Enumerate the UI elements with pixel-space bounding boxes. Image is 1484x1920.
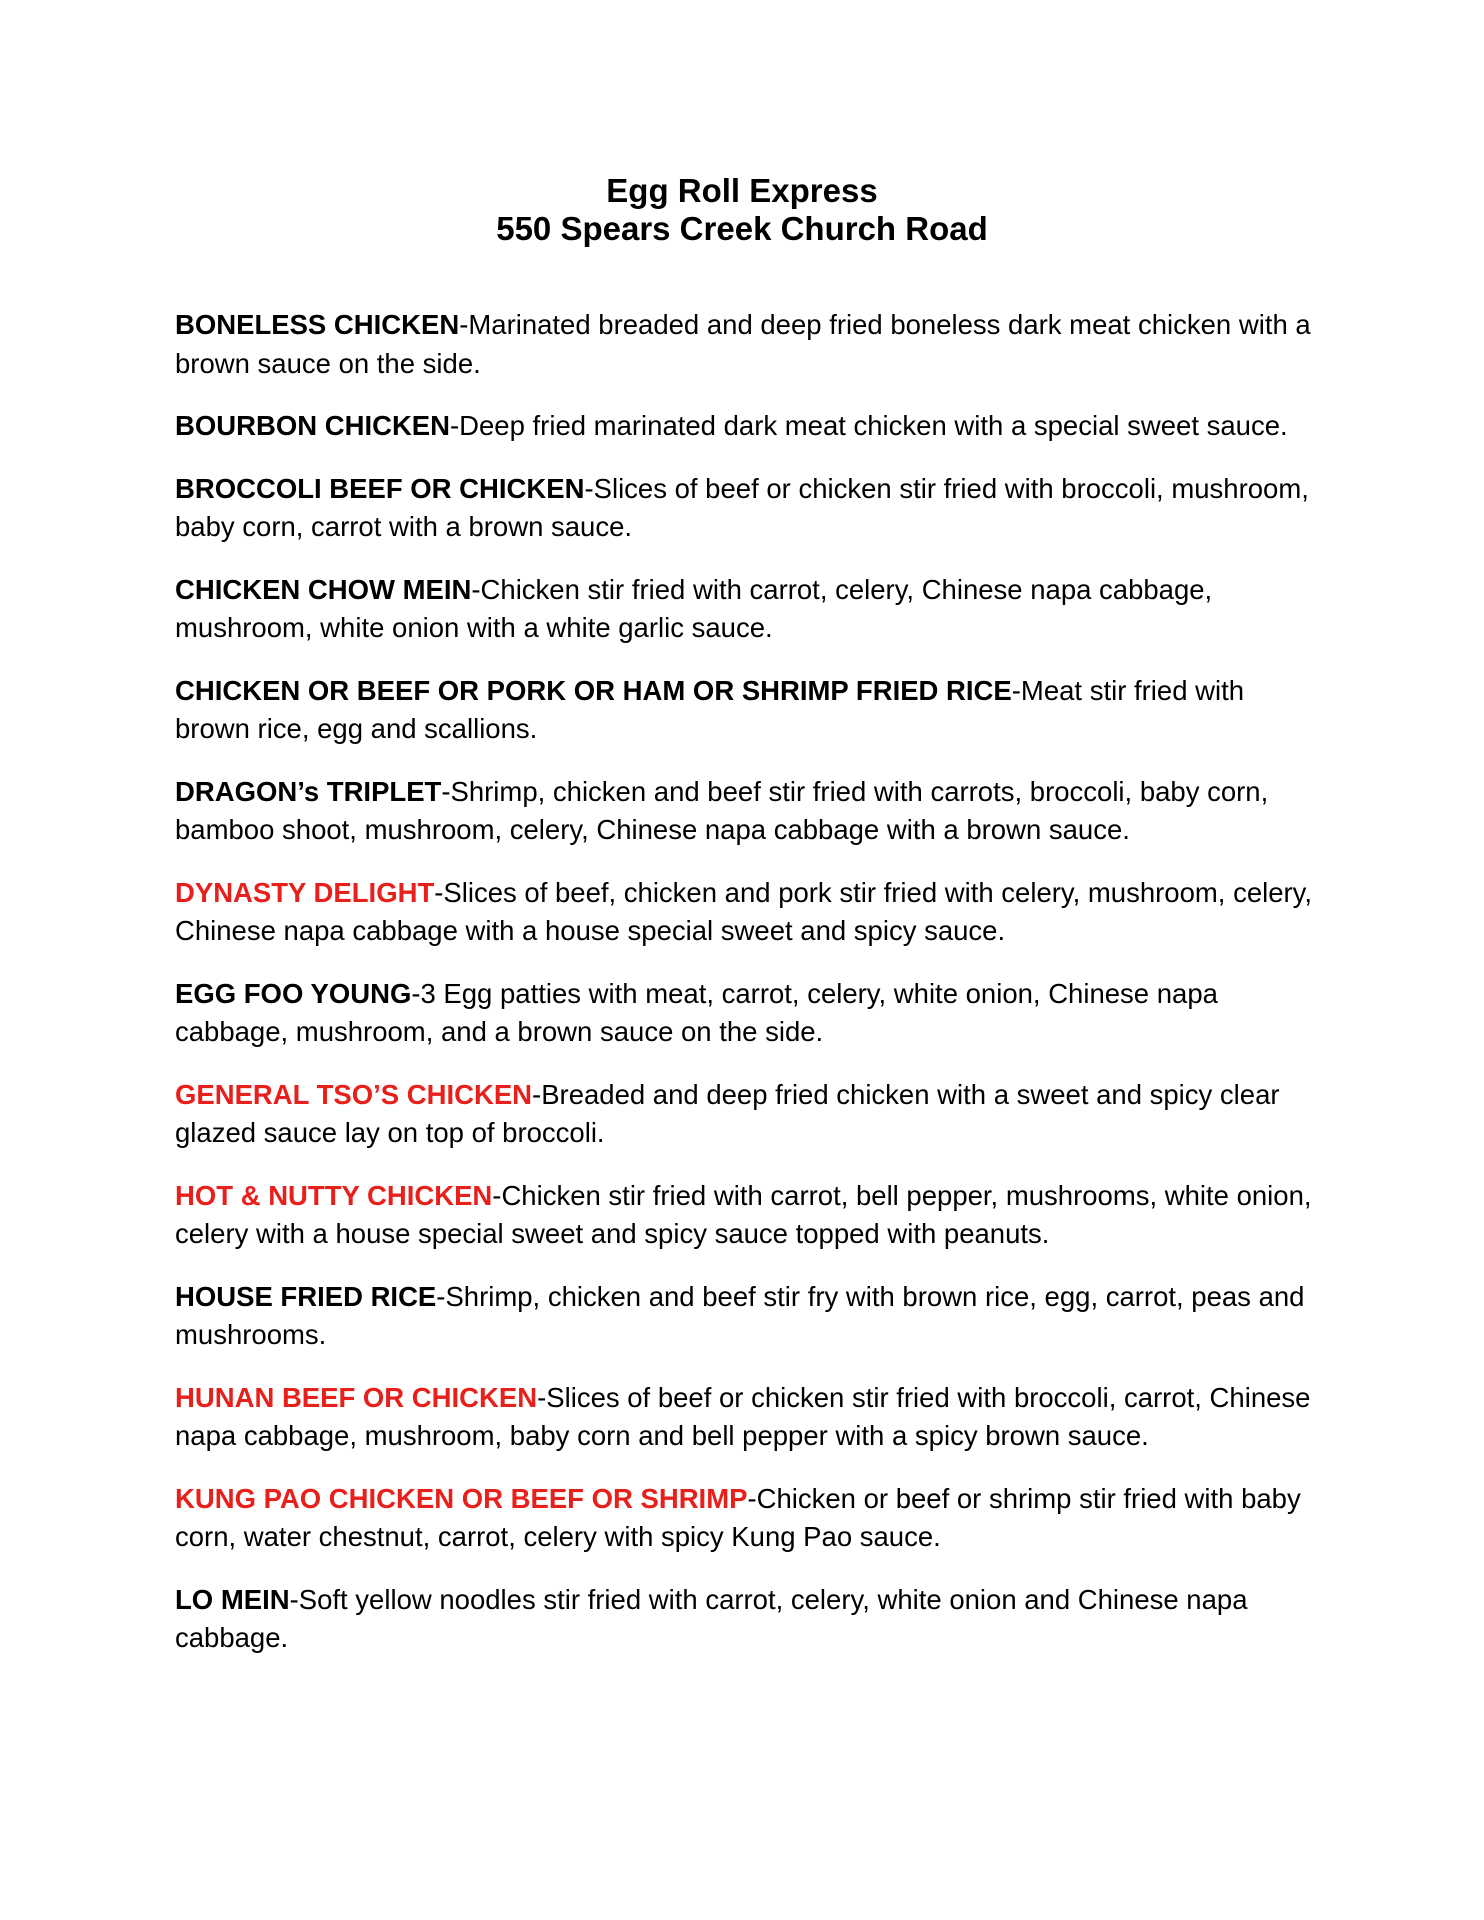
- menu-item-description: -Marinated breaded and deep fried boneless dark meat chicken with a brown sauce on the side.: [175, 309, 1311, 379]
- menu-item-description: -Slices of beef or chicken stir fried with broccoli, mushroom, baby corn, carrot with a brown sauce.: [175, 472, 1309, 542]
- menu-item-name: EGG FOO YOUNG: [175, 977, 412, 1009]
- menu-item: [175, 1379, 1325, 1456]
- menu-item-description: -Shrimp, chicken and beef stir fry with brown rice, egg, carrot, peas and mushrooms.: [175, 1280, 1305, 1350]
- menu-item-name: BONELESS CHICKEN: [175, 309, 460, 340]
- menu-item-description: -Slices of beef or chicken stir fried with broccoli, carrot, Chinese napa cabbage, mushroom, baby corn and bell pepper with a spicy brown sauce.: [175, 1381, 1311, 1451]
- menu-item-description: -Slices of beef, chicken and pork stir fried with celery, mushroom, celery, Chinese napa cabbage with a house special sweet and spicy sauce.: [175, 876, 1313, 946]
- menu-item-description: -Soft yellow noodles stir fried with carrot, celery, white onion and Chinese napa cabbage.: [175, 1583, 1248, 1653]
- menu-item: [175, 874, 1325, 951]
- menu-item-description: -Chicken stir fried with carrot, celery, Chinese napa cabbage, mushroom, white onion with a white garlic sauce.: [175, 573, 1213, 643]
- menu-item-name: CHICKEN CHOW MEIN: [175, 573, 472, 605]
- menu-item: [175, 1177, 1325, 1254]
- menu-item: [175, 407, 1325, 446]
- menu-item-description: -Chicken or beef or shrimp stir fried with baby corn, water chestnut, carrot, celery with spicy Kung Pao sauce.: [175, 1482, 1301, 1552]
- menu-item-description: -Chicken stir fried with carrot, bell pepper, mushrooms, white onion, celery with a house special sweet and spicy sauce topped with peanuts.: [175, 1179, 1312, 1249]
- menu-item-name: LO MEIN: [175, 1583, 290, 1615]
- menu-item-description: -Meat stir fried with brown rice, egg and scallions.: [175, 674, 1245, 744]
- menu-item-name: BOURBON CHICKEN: [175, 410, 450, 441]
- menu-item-name: KUNG PAO CHICKEN OR BEEF OR SHRIMP: [175, 1482, 748, 1514]
- menu-item-description: -Breaded and deep fried chicken with a sweet and spicy clear glazed sauce lay on top of broccoli.: [175, 1078, 1280, 1148]
- menu-item-name: HOT & NUTTY CHICKEN: [175, 1179, 493, 1211]
- menu-item: [175, 1278, 1325, 1355]
- menu-item: [175, 571, 1325, 648]
- menu-item-name: CHICKEN OR BEEF OR PORK OR HAM OR SHRIMP FRIED RICE: [175, 674, 1012, 706]
- menu-item-name: HOUSE FRIED RICE: [175, 1280, 437, 1312]
- menu-item: [175, 1076, 1325, 1153]
- menu-item: [175, 470, 1325, 547]
- restaurant-name: Egg Roll Express: [606, 172, 878, 209]
- menu-item-name: DYNASTY DELIGHT: [175, 876, 435, 908]
- menu-item: [175, 306, 1325, 383]
- menu-item-description: -3 Egg patties with meat, carrot, celery, white onion, Chinese napa cabbage, mushroom, and a brown sauce on the side.: [175, 977, 1218, 1047]
- menu-item: [175, 1480, 1325, 1557]
- menu-item-name: HUNAN BEEF OR CHICKEN: [175, 1381, 538, 1413]
- menu-item-description: -Deep fried marinated dark meat chicken with a special sweet sauce.: [450, 410, 1288, 441]
- menu-item: [175, 773, 1325, 850]
- menu-item-name: BROCCOLI BEEF OR CHICKEN: [175, 472, 585, 504]
- menu-item-name: GENERAL TSO’S CHICKEN: [175, 1078, 533, 1110]
- menu-item-name: DRAGON’s TRIPLET: [175, 775, 442, 807]
- menu-list: [175, 306, 1325, 1682]
- menu-item-description: -Shrimp, chicken and beef stir fried with carrots, broccoli, baby corn, bamboo shoot, mushroom, celery, Chinese napa cabbage with a brown sauce.: [175, 775, 1269, 845]
- menu-item: [175, 672, 1325, 749]
- restaurant-address: 550 Spears Creek Church Road: [496, 210, 988, 247]
- menu-header: [0, 172, 1484, 248]
- menu-item: [175, 1581, 1325, 1658]
- menu-item: [175, 975, 1325, 1052]
